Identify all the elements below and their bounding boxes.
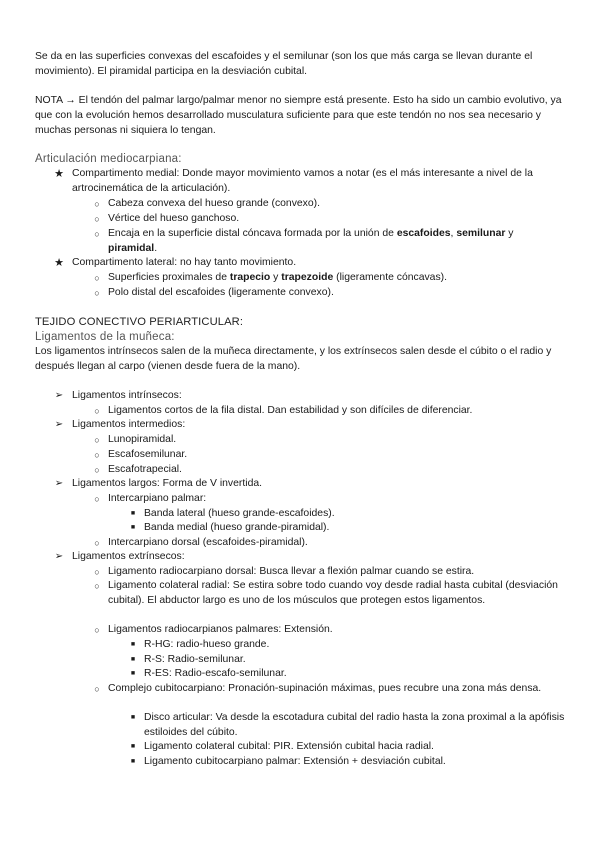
list-item: Lunopiramidal.	[108, 434, 177, 445]
circle-bullet-icon: ○	[94, 538, 100, 548]
ligamentos-intrinsecos: Ligamentos intrínsecos:	[72, 390, 182, 401]
list-item: Disco articular: Va desde la escotadura cubital del radio hasta la zona proximal a la apófisis estiloides del cúbito.	[144, 712, 565, 738]
list-item: Ligamento radiocarpiano dorsal: Busca llevar a flexión palmar cuando se estira.	[108, 566, 475, 577]
arrow-bullet-icon: ➢	[54, 390, 64, 401]
list-item: Intercarpiano dorsal (escafoides-piramidal).	[108, 537, 308, 548]
list-item: Polo distal del escafoides (ligeramente convexo).	[108, 287, 334, 298]
circle-bullet-icon: ○	[94, 229, 100, 239]
ligamentos-paragraph: Los ligamentos intrínsecos salen de la muñeca directamente, y los extrínsecos salen desde el cúbito o el radio y después llegan al carpo (vienen desde fuera de la mano).	[35, 346, 552, 372]
section-heading-tejido: TEJIDO CONECTIVO PERIARTICULAR:	[35, 316, 244, 328]
subheading-ligamentos: Ligamentos de la muñeca:	[35, 331, 175, 343]
list-item: R-ES: Radio-escafo-semilunar.	[144, 668, 287, 679]
compartimento-lateral: Compartimento lateral: no hay tanto movimiento.	[72, 257, 297, 268]
list-item: Banda medial (hueso grande-piramidal).	[144, 522, 330, 533]
intro-paragraph-1: Se da en las superficies convexas del escafoides y el semilunar (son los que más carga se llevan durante el movimiento). El piramidal participa en la desviación cubital.	[35, 51, 533, 77]
compartimento-medial: Compartimento medial: Donde mayor movimiento vamos a notar (es el más interesante a nivel de la artrocinemática de la articulación).	[72, 168, 533, 194]
circle-bullet-icon: ○	[94, 273, 100, 283]
circle-bullet-icon: ○	[94, 199, 100, 209]
square-bullet-icon: ■	[130, 510, 136, 517]
superficies-item: Superficies proximales de trapecio y trapezoide (ligeramente cóncavas).	[108, 272, 448, 283]
arrow-bullet-icon: ➢	[54, 419, 64, 430]
circle-bullet-icon: ○	[94, 288, 100, 298]
circle-bullet-icon: ○	[94, 214, 100, 224]
list-item: Escafotrapecial.	[108, 464, 182, 475]
circle-bullet-icon: ○	[94, 450, 100, 460]
square-bullet-icon: ■	[130, 743, 136, 750]
list-item: Ligamento colateral radial: Se estira sobre todo cuando voy desde radial hasta cubital (desviación cubital). El abductor largo es uno de los músculos que protegen estos ligamentos.	[108, 580, 558, 606]
encaja-item: Encaja en la superficie distal cóncava formada por la unión de escafoides, semilunar y piramidal.	[108, 228, 514, 254]
list-item: Ligamentos radiocarpianos palmares: Extensión.	[108, 624, 333, 635]
square-bullet-icon: ■	[130, 758, 136, 765]
list-item: Banda lateral (hueso grande-escafoides).	[144, 508, 335, 519]
ligamentos-largos: Ligamentos largos: Forma de V invertida.	[72, 478, 263, 489]
arrow-bullet-icon: ➢	[54, 551, 64, 562]
list-item: Ligamentos cortos de la fila distal. Dan estabilidad y son difíciles de diferenciar.	[108, 405, 473, 416]
list-item: Ligamento cubitocarpiano palmar: Extensión + desviación cubital.	[144, 756, 446, 767]
list-item: Ligamento colateral cubital: PIR. Extensión cubital hacia radial.	[144, 741, 434, 752]
star-bullet-icon: ★	[54, 168, 64, 180]
circle-bullet-icon: ○	[94, 684, 100, 694]
intro-paragraph-2: NOTA → El tendón del palmar largo/palmar menor no siempre está presente. Esto ha sido un cambio evolutivo, ya que con la evolución hemos desarrollado musculatura suficiente para que este tendón no nos sea necesario y muchas personas ni siquiera lo tengan.	[35, 95, 562, 136]
arrow-bullet-icon: ➢	[54, 478, 64, 489]
list-item: Escafosemilunar.	[108, 449, 188, 460]
ligamentos-extrinsecos: Ligamentos extrínsecos:	[72, 551, 185, 562]
section-heading-mediocarpiana: Articulación mediocarpiana:	[35, 153, 182, 165]
list-item: Complejo cubitocarpiano: Pronación-supinación máximas, pues recubre una zona más densa.	[108, 683, 542, 694]
list-item: Vértice del hueso ganchoso.	[108, 213, 240, 224]
circle-bullet-icon: ○	[94, 625, 100, 635]
square-bullet-icon: ■	[130, 641, 136, 648]
square-bullet-icon: ■	[130, 714, 136, 721]
circle-bullet-icon: ○	[94, 567, 100, 577]
circle-bullet-icon: ○	[94, 494, 100, 504]
list-item: Intercarpiano palmar:	[108, 493, 207, 504]
square-bullet-icon: ■	[130, 656, 136, 663]
circle-bullet-icon: ○	[94, 435, 100, 445]
circle-bullet-icon: ○	[94, 465, 100, 475]
square-bullet-icon: ■	[130, 524, 136, 531]
square-bullet-icon: ■	[130, 670, 136, 677]
ligamentos-intermedios: Ligamentos intermedios:	[72, 419, 186, 430]
list-item: R-S: Radio-semilunar.	[144, 654, 246, 665]
list-item: Cabeza convexa del hueso grande (convexo).	[108, 198, 320, 209]
list-item: R-HG: radio-hueso grande.	[144, 639, 270, 650]
circle-bullet-icon: ○	[94, 406, 100, 416]
star-bullet-icon: ★	[54, 257, 64, 269]
circle-bullet-icon: ○	[94, 581, 100, 591]
